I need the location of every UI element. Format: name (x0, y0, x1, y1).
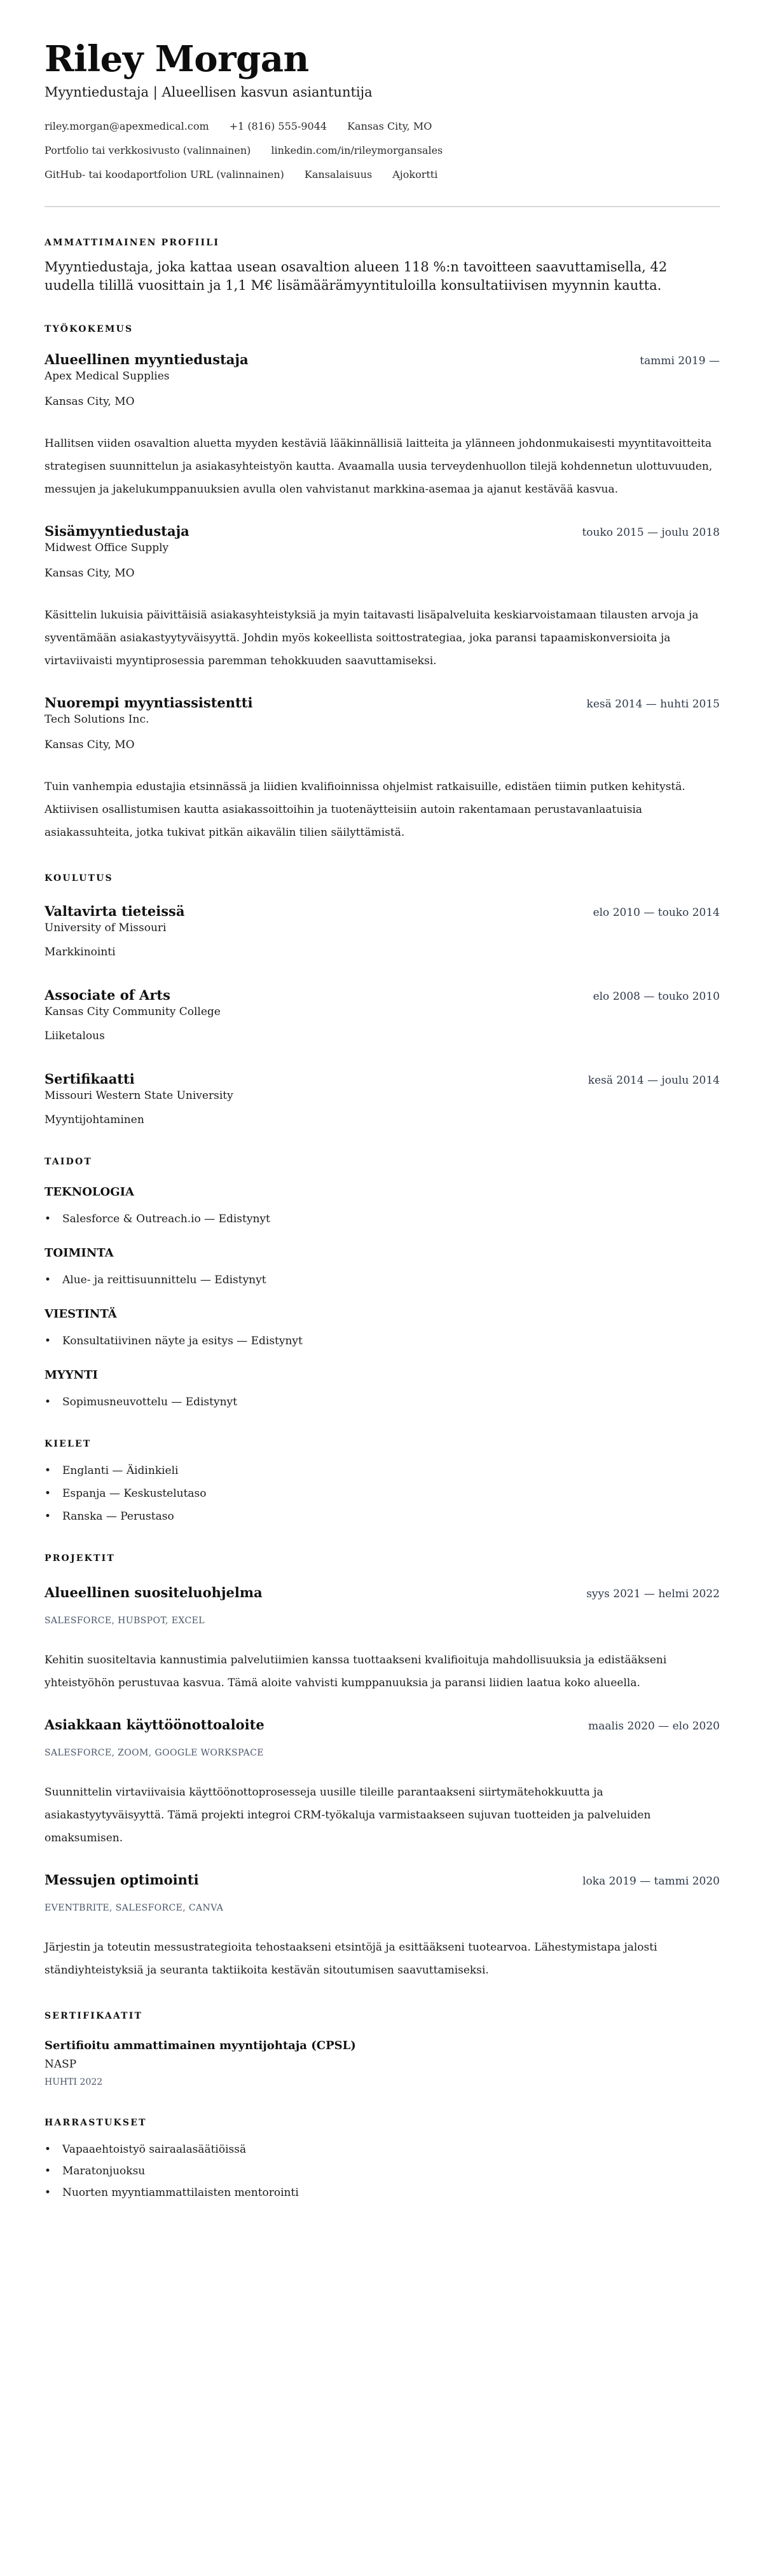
section-experience (45, 323, 720, 844)
field-of-study: Liiketalous (45, 1030, 105, 1042)
education-entry (45, 903, 720, 960)
section-title-experience: TYÖKOKEMUS (45, 324, 134, 334)
skill-group (45, 1185, 720, 1227)
contact-phone[interactable]: +1 (816) 555-9044 (229, 120, 327, 132)
project-entry (45, 1716, 720, 1850)
job-company: Tech Solutions Inc. (45, 713, 149, 726)
project-tech-tags: SALESFORCE, ZOOM, GOOGLE WORKSPACE (45, 1748, 264, 1758)
skill-item: • Salesforce & Outreach.io — Edistynyt (45, 1211, 720, 1227)
project-name: Alueellinen suositeluohjelma (45, 1584, 263, 1600)
skill-group (45, 1307, 720, 1349)
section-projects (45, 1552, 720, 1982)
job-description: Tuin vanhempia edustajia etsinnässä ja liidien kvalifioinnissa ohjelmist ratkaisuille, edistäen tiimin putken kehitystä. Aktiivisen osallistumisen kautta asiakassoittoihin ja tuotenäytteisiin autoin rakentamaan perustavanlaatuisia asiakassuhteita, jotka tukivat pitkän aikavälin tilien säilyttämistä. (45, 780, 685, 839)
project-dates: loka 2019 — tammi 2020 (582, 1875, 720, 1888)
contact-row-1 (45, 119, 720, 133)
contact-portfolio[interactable]: Portfolio tai verkkosivusto (valinnainen) (45, 144, 251, 156)
contact-row-2 (45, 144, 720, 158)
job-location: Kansas City, MO (45, 567, 135, 580)
education-dates: kesä 2014 — joulu 2014 (588, 1074, 720, 1087)
section-education (45, 872, 720, 1128)
candidate-name: Riley Morgan (45, 38, 309, 80)
job-company: Apex Medical Supplies (45, 370, 170, 383)
section-hobbies (45, 2116, 720, 2200)
experience-entry (45, 522, 720, 672)
project-dates: maalis 2020 — elo 2020 (588, 1720, 720, 1733)
project-name: Messujen optimointi (45, 1872, 199, 1888)
degree-title: Associate of Arts (45, 987, 170, 1003)
education-dates: elo 2008 — touko 2010 (593, 990, 720, 1003)
field-of-study: Markkinointi (45, 946, 116, 958)
hobby-item: • Nuorten myyntiammattilaisten mentorointi (45, 2185, 720, 2200)
school-name: Kansas City Community College (45, 1005, 221, 1018)
project-name: Asiakkaan käyttöönottoaloite (45, 1717, 265, 1733)
contact-citizenship: Kansalaisuus (304, 168, 373, 181)
hobby-item: • Vapaaehtoistyö sairaalasäätiöissä (45, 2142, 720, 2157)
job-dates: touko 2015 — joulu 2018 (582, 526, 720, 539)
section-title-skills: TAIDOT (45, 1157, 93, 1167)
school-name: University of Missouri (45, 922, 167, 934)
skill-category: TOIMINTA (45, 1246, 114, 1260)
section-skills (45, 1155, 720, 1410)
job-description: Käsittelin lukuisia päivittäisiä asiakasyhteistyksiä ja myin taitavasti lisäpalveluita keskiarvoistamaan tilausten arvoja ja syventämään asiakastyytyväisyyttä. Johdin myös kokeellista soittostrategiaa, joka paransi tapaamiskonversioita ja virtaviivaisti myyntiprosessia paremman tehokkuuden saavuttamiseksi. (45, 609, 699, 667)
contact-drivers-license: Ajokortti (392, 168, 438, 181)
skill-item: • Sopimusneuvottelu — Edistynyt (45, 1394, 720, 1410)
resume-header (45, 37, 720, 207)
hobby-item: • Maratonjuoksu (45, 2164, 720, 2179)
job-description: Hallitsen viiden osavaltion aluetta myyden kestäviä lääkinnällisiä laitteita ja ylänneen johdonmukaisesti myyntitavoitteita strategisen suunnittelun ja asiakasyhteistyön kautta. Avaamalla uusia terveydenhuollon tilejä kohdennetun ulottuvuuden, messujen ja jakelukumppanuuksien avulla olen vahvistanut markkina-asemaa ja ajanut kestävää kasvua. (45, 437, 713, 496)
section-title-hobbies: HARRASTUKSET (45, 2118, 147, 2128)
job-dates: tammi 2019 — (640, 355, 720, 367)
language-item: • Englanti — Äidinkieli (45, 1463, 720, 1478)
contact-row-3 (45, 168, 720, 182)
experience-entry (45, 351, 720, 501)
section-title-education: KOULUTUS (45, 873, 113, 883)
skill-item: • Konsultatiivinen näyte ja esitys — Edistynyt (45, 1333, 720, 1349)
contact-location: Kansas City, MO (347, 120, 432, 132)
experience-entry (45, 694, 720, 844)
education-entry (45, 1070, 720, 1128)
project-entry (45, 1871, 720, 1982)
section-title-summary: AMMATTIMAINEN PROFIILI (45, 238, 220, 248)
project-tech-tags: SALESFORCE, HUBSPOT, EXCEL (45, 1616, 205, 1626)
job-title: Alueellinen myyntiedustaja (45, 351, 249, 367)
job-title: Sisämyyntiedustaja (45, 523, 189, 539)
skill-category: MYYNTI (45, 1368, 98, 1382)
skill-group (45, 1246, 720, 1288)
education-entry (45, 986, 720, 1044)
project-description: Kehitin suositeltavia kannustimia palvelutiimien kanssa tuottaakseni kvalifioituja mahdollisuuksia ja edistääkseni yhteistyöhön perustuvaa kasvua. Tämä aloite vahvisti kumppanuuksia ja paransi liidien laatua koko alueella. (45, 1654, 667, 1689)
job-dates: kesä 2014 — huhti 2015 (586, 698, 720, 711)
header-divider (45, 206, 720, 207)
field-of-study: Myyntijohtaminen (45, 1114, 144, 1126)
certification-name: Sertifioitu ammattimainen myyntijohtaja (CPSL) (45, 2039, 356, 2052)
project-tech-tags: EVENTBRITE, SALESFORCE, CANVA (45, 1903, 224, 1913)
section-title-certifications: SERTIFIKAATIT (45, 2011, 143, 2021)
job-location: Kansas City, MO (45, 739, 135, 751)
project-description: Järjestin ja toteutin messustrategioita tehostaakseni etsintöjä ja esittääkseni tuotearvoa. Lähestymistapa jalosti ständiyhteistyksiä ja seuranta taktiikoita kestävän sitoutumisen saavuttamiseksi. (45, 1941, 657, 1977)
job-company: Midwest Office Supply (45, 542, 169, 554)
project-entry (45, 1584, 720, 1694)
job-location: Kansas City, MO (45, 395, 135, 408)
certification-date: HUHTI 2022 (45, 2077, 103, 2087)
skill-category: TEKNOLOGIA (45, 1185, 134, 1199)
section-certifications (45, 2010, 720, 2089)
section-title-languages: KIELET (45, 1439, 92, 1449)
certification-issuer: NASP (45, 2058, 77, 2071)
candidate-headline: Myyntiedustaja | Alueellisen kasvun asiantuntija (45, 85, 373, 100)
skill-category: VIESTINTÄ (45, 1307, 117, 1321)
contact-email[interactable]: riley.morgan@apexmedical.com (45, 120, 209, 132)
job-title: Nuorempi myyntiassistentti (45, 695, 253, 711)
skill-item: • Alue- ja reittisuunnittelu — Edistynyt (45, 1272, 720, 1288)
contact-github[interactable]: GitHub- tai koodaportfolion URL (valinnainen) (45, 168, 284, 181)
project-description: Suunnittelin virtaviivaisia käyttöönottoprosesseja uusille tileille parantaakseni siirtymätehokkuutta ja asiakastyytyväisyyttä. Tämä projekti integroi CRM-työkaluja varmistaakseen sujuvan tuotteiden ja palveluiden omaksumisen. (45, 1786, 651, 1844)
education-dates: elo 2010 — touko 2014 (593, 906, 720, 919)
section-summary (45, 236, 720, 295)
section-languages (45, 1438, 720, 1524)
degree-title: Sertifikaatti (45, 1071, 135, 1087)
skill-group (45, 1368, 720, 1410)
contact-linkedin[interactable]: linkedin.com/in/rileymorgansales (271, 144, 443, 156)
school-name: Missouri Western State University (45, 1089, 233, 1102)
summary-text: Myyntiedustaja, joka kattaa usean osavaltion alueen 118 %:n tavoitteen saavuttamisella, 42 uudella tilillä vuosittain ja 1,1 M€ lisämäärämyyntituloilla konsultatiivisen myynnin kautta. (45, 259, 668, 293)
language-item: • Ranska — Perustaso (45, 1509, 720, 1524)
section-title-projects: PROJEKTIT (45, 1553, 116, 1564)
degree-title: Valtavirta tieteissä (45, 903, 185, 919)
language-item: • Espanja — Keskustelutaso (45, 1486, 720, 1501)
project-dates: syys 2021 — helmi 2022 (586, 1588, 720, 1600)
certification-entry (45, 2038, 720, 2089)
